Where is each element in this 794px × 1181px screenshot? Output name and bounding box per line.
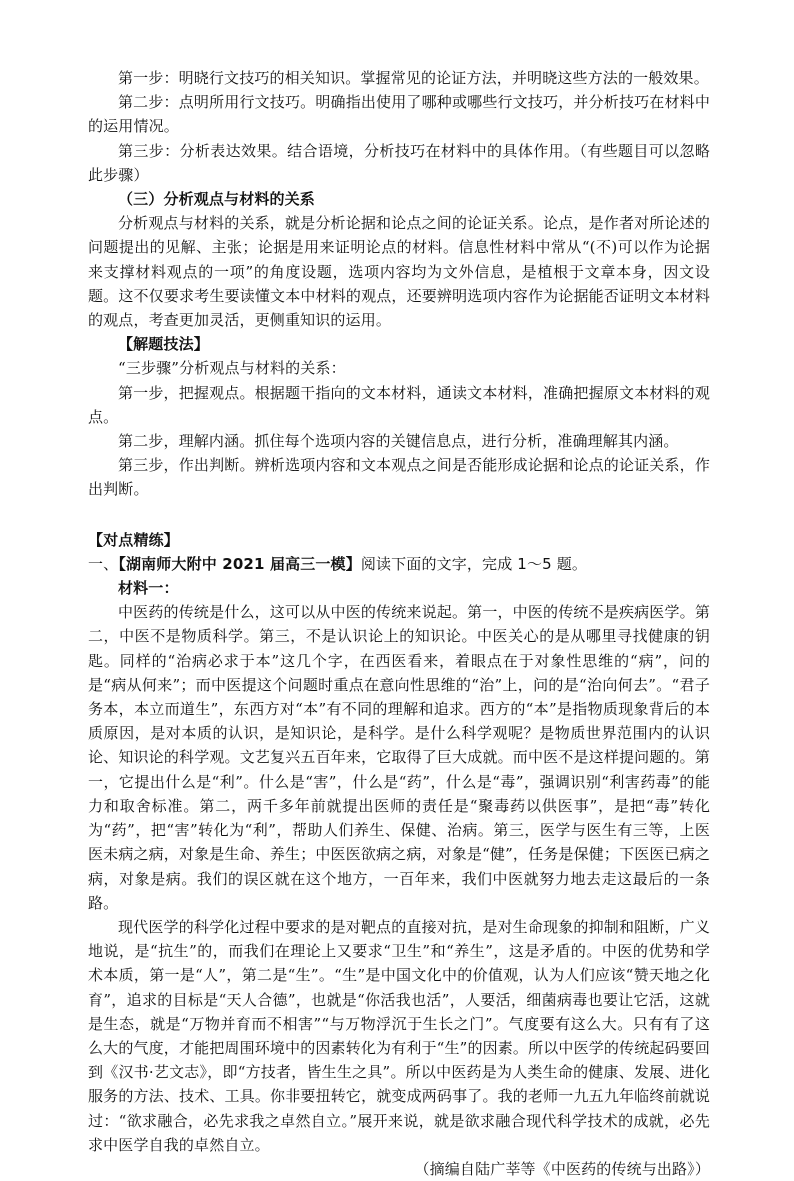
question-prefix: 一、 [88, 554, 119, 573]
section-three-heading: （三）分析观点与材料的关系 [118, 190, 315, 209]
question-source: 【湖南师大附中 2021 届高三一模】 [118, 554, 361, 573]
method-step-one: 第一步，把握观点。根据题干指向的文本材料，通读文本材料，准确把握原文本材料的观点。 [88, 383, 710, 426]
method-heading: 【解题技法】 [118, 335, 209, 354]
question-text: 阅读下面的文字，完成 1～5 题。 [360, 554, 588, 573]
step-three-paragraph: 第三步：分析表达效果。结合语境，分析技巧在材料中的具体作用。（有些题目可以忽略此步骤） [88, 141, 710, 184]
question-line [88, 552, 710, 576]
document-content [88, 66, 710, 1181]
method-intro: “三步骤”分析观点与材料的关系： [118, 359, 346, 378]
step-two-paragraph: 第二步：点明所用行文技巧。明确指出使用了哪种或哪些行文技巧，并分析技巧在材料中的运用情况。 [88, 93, 710, 136]
exercise-heading: 【对点精练】 [88, 530, 179, 549]
method-step-two: 第二步，理解内涵。抓住每个选项内容的关键信息点，进行分析，准确理解其内涵。 [118, 432, 679, 451]
section-three-body: 分析观点与材料的关系，就是分析论据和论点之间的论证关系。论点，是作者对所论述的问题提出的见解、主张；论据是用来证明论点的材料。信息性材料中常从“(不)可以作为论据来支撑材料观点的一项”的角度设题，选项内容均为文外信息，是植根于文章本身，因文设题。这不仅要求考生要读懂文本中材料的观点，还要辨明选项内容作为论据能否证明文本材料的观点，考查更加灵活，更侧重知识的运用。 [88, 214, 710, 330]
material-paragraph-two: 现代医学的科学化过程中要求的是对靶点的直接对抗，是对生命现象的抑制和阻断，广义地说，是“抗生”的，而我们在理论上又要求“卫生”和“养生”，这是矛盾的。中医的优势和学术本质，第一是“人”，第二是“生”。“生”是中国文化中的价值观，认为人们应该“赞天地之化育”，追求的目标是“天人合德”，也就是“你活我也活”，人要活，细菌病毒也要让它活，这就是生态，就是“万物并育而不相害”“与万物浮沉于生长之门”。气度要有这么大。只有有了这么大的气度，才能把周围环境中的因素转化为有利于“生”的因素。所以中医学的传统起码要回到《汉书·艺文志》，即“方技者，皆生生之具”。所以中医药是为人类生命的健康、发展、进化服务的方法、技术、工具。你非要扭转它，就变成两码事了。我的老师一九五九年临终前就说过：“欲求融合，必先求我之卓然自立。”展开来说，就是欲求融合现代科学技术的成就，必先求中医学自我的卓然自立。 [88, 917, 710, 1154]
material-label: 材料一： [118, 579, 179, 598]
material-paragraph-one: 中医药的传统是什么，这可以从中医的传统来说起。第一，中医的传统不是疾病医学。第二，中医不是物质科学。第三，不是认识论上的知识论。中医关心的是从哪里寻找健康的钥匙。同样的“治病必求于本”这几个字，在西医看来，着眼点在于对象性思维的“病”，问的是“病从何来”；而中医提这个问题时重点在意向性思维的“治”上，问的是“治向何去”。“君子务本，本立而道生”，东西方对“本”有不同的理解和追求。西方的“本”是指物质现象背后的本质原因，是对本质的认识，是知识论，是科学。是什么科学观呢？是物质世界范围内的认识论、知识论的科学观。文艺复兴五百年来，它取得了巨大成就。而中医不是这样提问题的。第一，它提出什么是“利”。什么是“害”，什么是“药”，什么是“毒”，强调识别“利害药毒”的能力和取舍标准。第二，两千多年前就提出医师的责任是“聚毒药以供医事”，是把“毒”转化为“药”，把“害”转化为“利”，帮助人们养生、保健、治病。第三，医学与医生有三等，上医医未病之病，对象是生命、养生；中医医欲病之病，对象是“健”，任务是保健；下医医已病之病，对象是病。我们的误区就在这个地方，一百年来，我们中医就努力地去走这最后的一条路。 [88, 603, 710, 912]
method-step-three: 第三步，作出判断。辨析选项内容和文本观点之间是否能形成论据和论点的论证关系，作出判断。 [88, 456, 710, 499]
source-note: （摘编自陆广莘等《中医药的传统与出路》） [414, 1159, 710, 1178]
step-one-paragraph: 第一步：明晓行文技巧的相关知识。掌握常见的论证方法，并明晓这些方法的一般效果。 [118, 69, 709, 87]
